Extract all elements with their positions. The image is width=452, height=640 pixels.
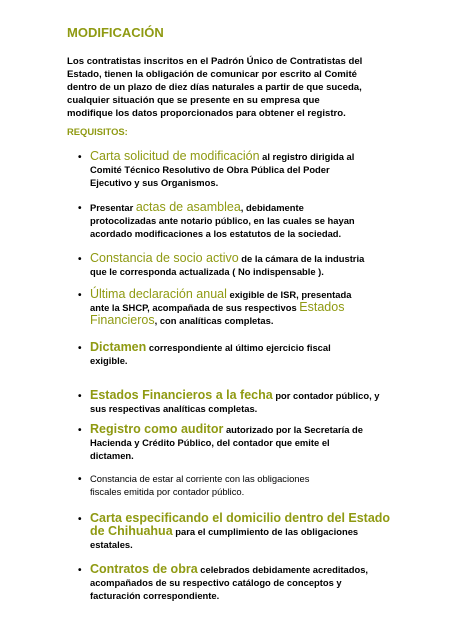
item-text: celebrados debidamente acreditados, <box>197 564 369 575</box>
item-text: Comité Técnico Resolutivo de Obra Pública del Poder <box>90 164 330 175</box>
bullet-icon: • <box>78 391 82 402</box>
item-text: acordado modificaciones a los estatutos de la sociedad. <box>90 228 342 239</box>
bullet-icon: • <box>78 565 82 576</box>
item-highlight: Carta especificando el domicilio dentro del Estado <box>90 511 391 525</box>
item-highlight: Dictamen <box>90 340 147 354</box>
item-text: , con analíticas completas. <box>154 315 274 326</box>
item-highlight: Constancia de socio activo <box>90 251 239 265</box>
bullet-icon: • <box>78 254 82 265</box>
item-text: Ejecutivo y sus Organismos. <box>90 177 219 188</box>
bullet-icon: • <box>78 514 82 525</box>
item-text: exigible. <box>90 355 128 366</box>
bullet-icon: • <box>78 152 82 163</box>
item-highlight: Contratos de obra <box>90 562 198 576</box>
item-text: que le corresponda actualizada ( No indispensable ). <box>90 266 324 277</box>
item-text: Constancia de estar al corriente con las obligaciones <box>90 473 310 484</box>
page-title: MODIFICACIÓN <box>67 25 164 40</box>
item-text: al registro dirigida al <box>259 151 355 162</box>
bullet-icon: • <box>78 343 82 354</box>
item-text: facturación correspondiente. <box>90 590 220 601</box>
item-highlight: de Chihuahua <box>90 524 173 538</box>
item-text: fiscales emitida por contador público. <box>90 486 245 497</box>
bullet-icon: • <box>78 203 82 214</box>
item-highlight: Estados <box>299 300 345 314</box>
item-highlight: Última declaración anual <box>90 287 227 301</box>
item-text: de la cámara de la industria <box>238 253 365 264</box>
item-text: para el cumplimiento de las obligaciones <box>172 526 359 537</box>
intro-line: cualquier situación que se presente en su empresa que <box>67 95 320 106</box>
item-text: ante la SHCP, acompañada de sus respectivos <box>90 302 300 313</box>
item-text: acompañados de su respectivo catálogo de conceptos y <box>90 577 342 588</box>
item-highlight: actas de asamblea <box>135 200 241 214</box>
item-highlight: Estados Financieros a la fecha <box>90 388 273 402</box>
item-text: Hacienda y Crédito Público, del contador que emite el <box>90 437 330 448</box>
item-highlight: Carta solicitud de modificación <box>90 149 260 163</box>
requisitos-heading: REQUISITOS: <box>67 126 128 137</box>
bullet-icon: • <box>78 290 82 301</box>
intro-paragraph <box>67 55 402 120</box>
bullet-icon: • <box>78 474 82 485</box>
item-text: protocolizadas ante notario público, en las cuales se hayan <box>90 215 355 226</box>
item-highlight: Financieros <box>90 313 155 327</box>
item-text: Presentar <box>90 202 136 213</box>
item-text: sus respectivas analíticas completas. <box>90 403 258 414</box>
intro-line: modifique los datos proporcionados para obtener el registro. <box>67 108 346 119</box>
item-text: autorizado por la Secretaría de <box>223 424 363 435</box>
bullet-icon: • <box>78 425 82 436</box>
intro-line: Estado, tienen la obligación de comunicar por escrito al Comité <box>67 69 358 80</box>
item-text: , debidamente <box>240 202 304 213</box>
item-text: exigible de ISR, presentada <box>226 289 352 300</box>
item-text: por contador público, y <box>272 390 380 401</box>
item-text: dictamen. <box>90 450 134 461</box>
intro-line: Los contratistas inscritos en el Padrón Único de Contratistas del <box>67 56 363 67</box>
item-highlight: Registro como auditor <box>90 422 224 436</box>
intro-line: dentro de un plazo de diez días naturales a partir de que suceda, <box>67 82 362 93</box>
item-text: correspondiente al último ejercicio fiscal <box>146 342 331 353</box>
item-text: estatales. <box>90 539 133 550</box>
